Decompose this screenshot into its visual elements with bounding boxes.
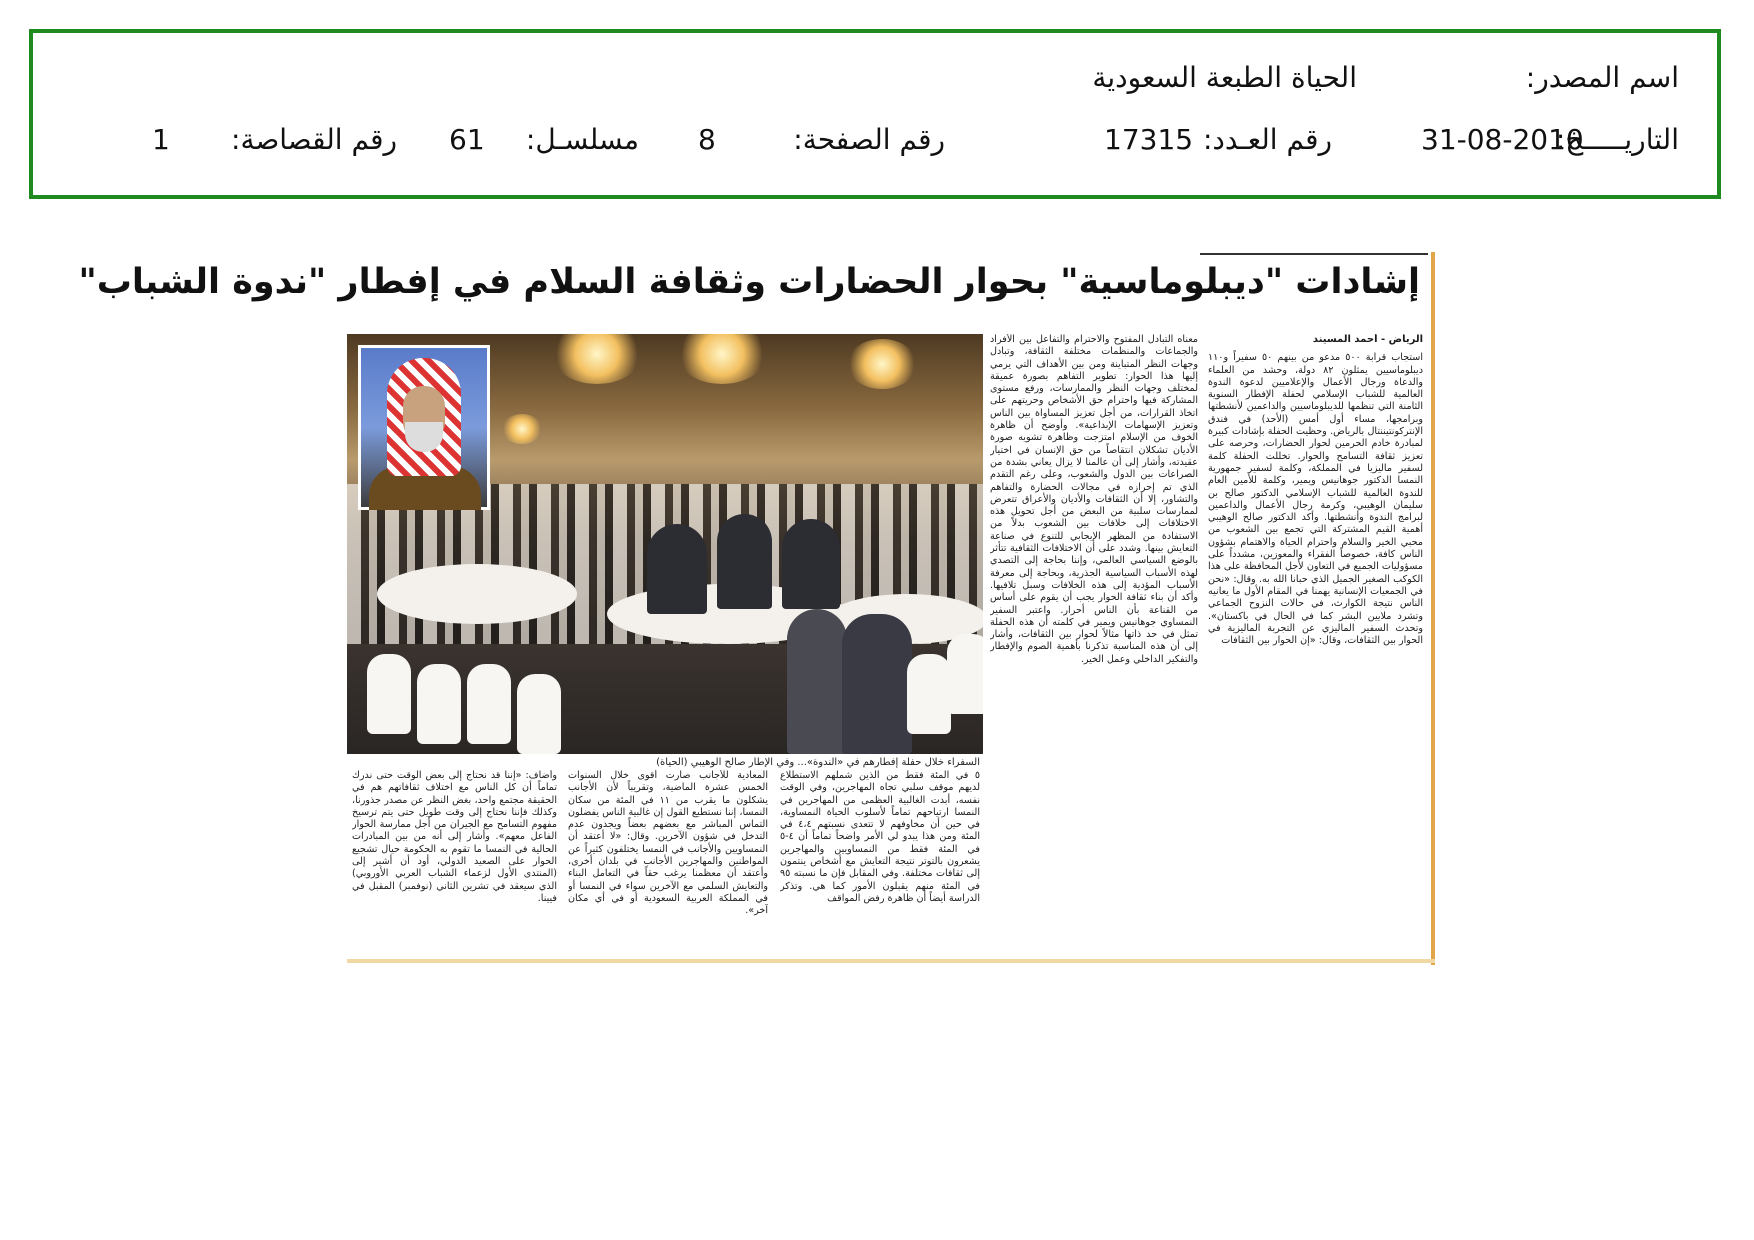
issue-label: رقم العـدد: — [1202, 123, 1332, 156]
inset-portrait — [358, 345, 490, 510]
article-column-3 — [780, 770, 980, 955]
clipping-top-rule — [1200, 253, 1428, 255]
article-headline: إشادات "ديبلوماسية" بحوار الحضارات وثقافة السلام في إفطار "ندوة الشباب" — [78, 262, 1420, 302]
clipping-accent-bar — [1431, 252, 1435, 965]
article-column-2 — [990, 334, 1198, 954]
article-column-1 — [1208, 334, 1423, 954]
article-column-5 — [352, 770, 557, 955]
source-value: الحياة الطبعة السعودية — [1092, 61, 1357, 94]
clip-number-value: 1 — [152, 123, 170, 156]
column-text: ٥ في المئة فقط من الذين شملهم الاستطلاع لديهم موقف سلبي تجاه المهاجرين، وفي الوقت نفسه، أبدت الغالبية العظمى من المهاجرين في النمسا ارتياحهم تماماً لأسلوب الحياة النمساوية، في حين أن مخاوفهم لا تتعدى نسبتهم ٤،٤ في المئة ومن هذا يبدو لي الأمر واضحاً تماماً أن ٤-٥ في المئة فقط من النمساويين والمهاجرين يشعرون بالتوتر نتيجة التعايش مع أشخاص ينتمون إلى ثقافات مختلفة. وفي المقابل فإن ما نسبته ٩٥ في المئة منهم يقبلون الأمور كما هي. وتذكر الدراسة أيضاً أن ظاهرة رفض المواقف — [780, 770, 980, 904]
page-label: رقم الصفحة: — [793, 123, 945, 156]
column-text: معناه التبادل المفتوح والاحترام والتفاعل بين الأفراد والجماعات والمنظمات مختلفة الثقافة، وتبادل وجهات النظر المتباينة ومن بين الأهداف التي يرمي إليها هذا الحوار: تطوير التفاهم بصورة عميقة لمختلف وجهات النظر والممارسات، ورفع مستوى المشاركة فيها واحترام حق الأشخاص وحريتهم على اتخاذ القرارات، من أجل تعزيز المساواة بين الناس وتعزيز الإسهامات الإبداعية». وأوضح أن ظاهرة الخوف من الإسلام امتزجت وظاهرة تشويه صورة الأديان تشكلان انتقاصاً من حق الإنسان في اختيار عقيدته، وأشار إلى أن عالمنا لا يزال يعاني بشدة من الصراعات بين الدول والشعوب، وعلى رغم التقدم الذي تم إحرازه في مجالات الحضارة والتفاهم والتشاور، إلا أن الثقافات والأديان والأعراق تتعرض لممارسات سلبية من البعض من أجل تحويل هذه الاختلافات إلى خلافات بين الشعوب بدلاً من الاستفادة من المظهر الإيجابي للتنوع في صناعة التعايش بينها. وشدد على أن الاختلافات الثقافية تتأثر بالوضع السياسي العالمي، وإننا بحاجة إلى التصدي لهذه الأسباب السياسية الجذرية، وبحاجة إلى معرفة الأسباب المؤدية إلى هذه الخلافات وسبل تلافيها. وأكد أن بناء ثقافة الحوار يجب أن يقوم على أساس من القناعة بأن الناس أحرار. واعتبر السفير النمساوي جوهانيس ويمير في كلمته أن هذه الحفلة تمثل في حد ذاتها مثالاً لحوار بين الثقافات، وأشار إلى أن هذه المناسبة تذكرنا بأهمية الصوم والإفطار والتفكير الداخلي وعمل الخير. — [990, 334, 1198, 665]
source-label: اسم المصدر: — [1525, 61, 1679, 94]
column-text: وأضاف: «إننا قد نحتاج إلى بعض الوقت حتى ندرك تماماً أن كل الناس مع اختلاف ثقافاتهم هم في الحقيقة مجتمع واحد، بغض النظر عن مصدر جذورنا، وكذلك فإننا نحتاج إلى وقت طويل حتى يتم ترسيخ مفهوم التسامح مع الجيران من أجل ممارسة الحوار الفاعل معهم». وأشار إلى أنه من بين المبادرات الحالية في النمسا ما تقوم به الحكومة حيال تشجيع الحوار على الصعيد الدولي، أود أن أشير إلى (المنتدى الأول لزعماء الشباب العربي الأوروبي) الذي سيعقد في تشرين الثاني (نوفمبر) المقبل في فيينا. — [352, 770, 557, 904]
column-text: المعادية للأجانب صارت أقوى خلال السنوات الخمس عشرة الماضية، وتقريباً لأن الأجانب يشكلون ما يقرب من ١١ في المئة من سكان النمسا، إننا نستطيع القول إن غالبية الناس يفضلون التماس المباشر مع بعضهم بعضاً ويجدون عدم التدخل في شؤون الآخرين. وقال: «لا أعتقد أن النمساويين والأجانب في النمسا يختلفون كثيراً عن المواطنين والمهاجرين الأجانب في بلدان أخرى، وأعتقد أن معظمنا يرغب حقاً في التعامل البناء والتعايش السلمي مع الآخرين سواء في النمسا أو في المملكة العربية السعودية أو في أي مكان آخر». — [568, 770, 768, 917]
clip-number-label: رقم القصاصة: — [231, 123, 397, 156]
page-value: 8 — [698, 123, 716, 156]
clipping-bottom-rule — [347, 959, 1435, 963]
column-text: استجاب قرابة ٥٠٠ مدعو من بينهم ٥٠ سفيراً و١١٠ ديبلوماسيين يمثلون ٨٢ دولة، وحشد من العلماء والدعاة ورجال الأعمال والإعلاميين لدعوة الندوة العالمية للشباب الإسلامي لحفلة الإفطار السنوية الثامنة التي تنظمها للديبلوماسيين والداعمين لأنشطتها وبرامجها، مساء أول أمس (الأحد) في فندق الإنتركونتيننتال بالرياض. وحظيت الحفلة بإشادات كبيرة لمبادرة خادم الحرمين لحوار الحضارات، وحرصه على تعزيز ثقافة التسامح والحوار. تخللت الحفلة كلمة لسفير ماليزيا في المملكة، وكلمة لسفير جمهورية النمسا الدكتور جوهانيس ويمير، وكلمة للأمين العام للندوة العالمية للشباب الإسلامي الدكتور صالح بن سليمان الوهيبي، وكرمة رجال الأعمال والداعمين لبرامج الندوة وأنشطتها. وأكد الدكتور صالح الوهيبي أهمية القيم المشتركة التي تجمع بين الشعوب من محبي الخير والسلام واحترام الحياة والاهتمام بشؤون الناس كافة، خصوصاً الفقراء والمعوزين، مشدداً على مسؤوليات الجميع في التعاون لأجل المحافظة على هذا الكوكب الصغير الجميل الذي حبانا الله به. وقال: «نحن في الجمعيات الإنسانية يهمنا في المقام الأول ما يعانيه الناس نتيجة الكوارث، في حالات النزوح الجماعي وتشرد ملايين البشر كما في الحال في باكستان». وتحدث السفير الماليزي عن التجربة الماليزية في الحوار بين الثقافات، وقال: «إن الحوار بين الثقافات — [1208, 352, 1423, 647]
byline: الرياض - أحمد المسيند — [1312, 334, 1423, 345]
serial-value: 61 — [449, 123, 485, 156]
date-value: 31-08-2010 — [1421, 123, 1584, 156]
date-label: التاريـــــخ: — [1555, 123, 1679, 156]
issue-value: 17315 — [1104, 123, 1194, 156]
clipping-metadata-box — [29, 29, 1721, 199]
photo-caption: السفراء خلال حفلة إفطارهم في «الندوة»... وفي الإطار صالح الوهيبي (الحياة) — [656, 757, 980, 768]
article-column-4 — [568, 770, 768, 955]
serial-label: مسلسـل: — [525, 123, 639, 156]
